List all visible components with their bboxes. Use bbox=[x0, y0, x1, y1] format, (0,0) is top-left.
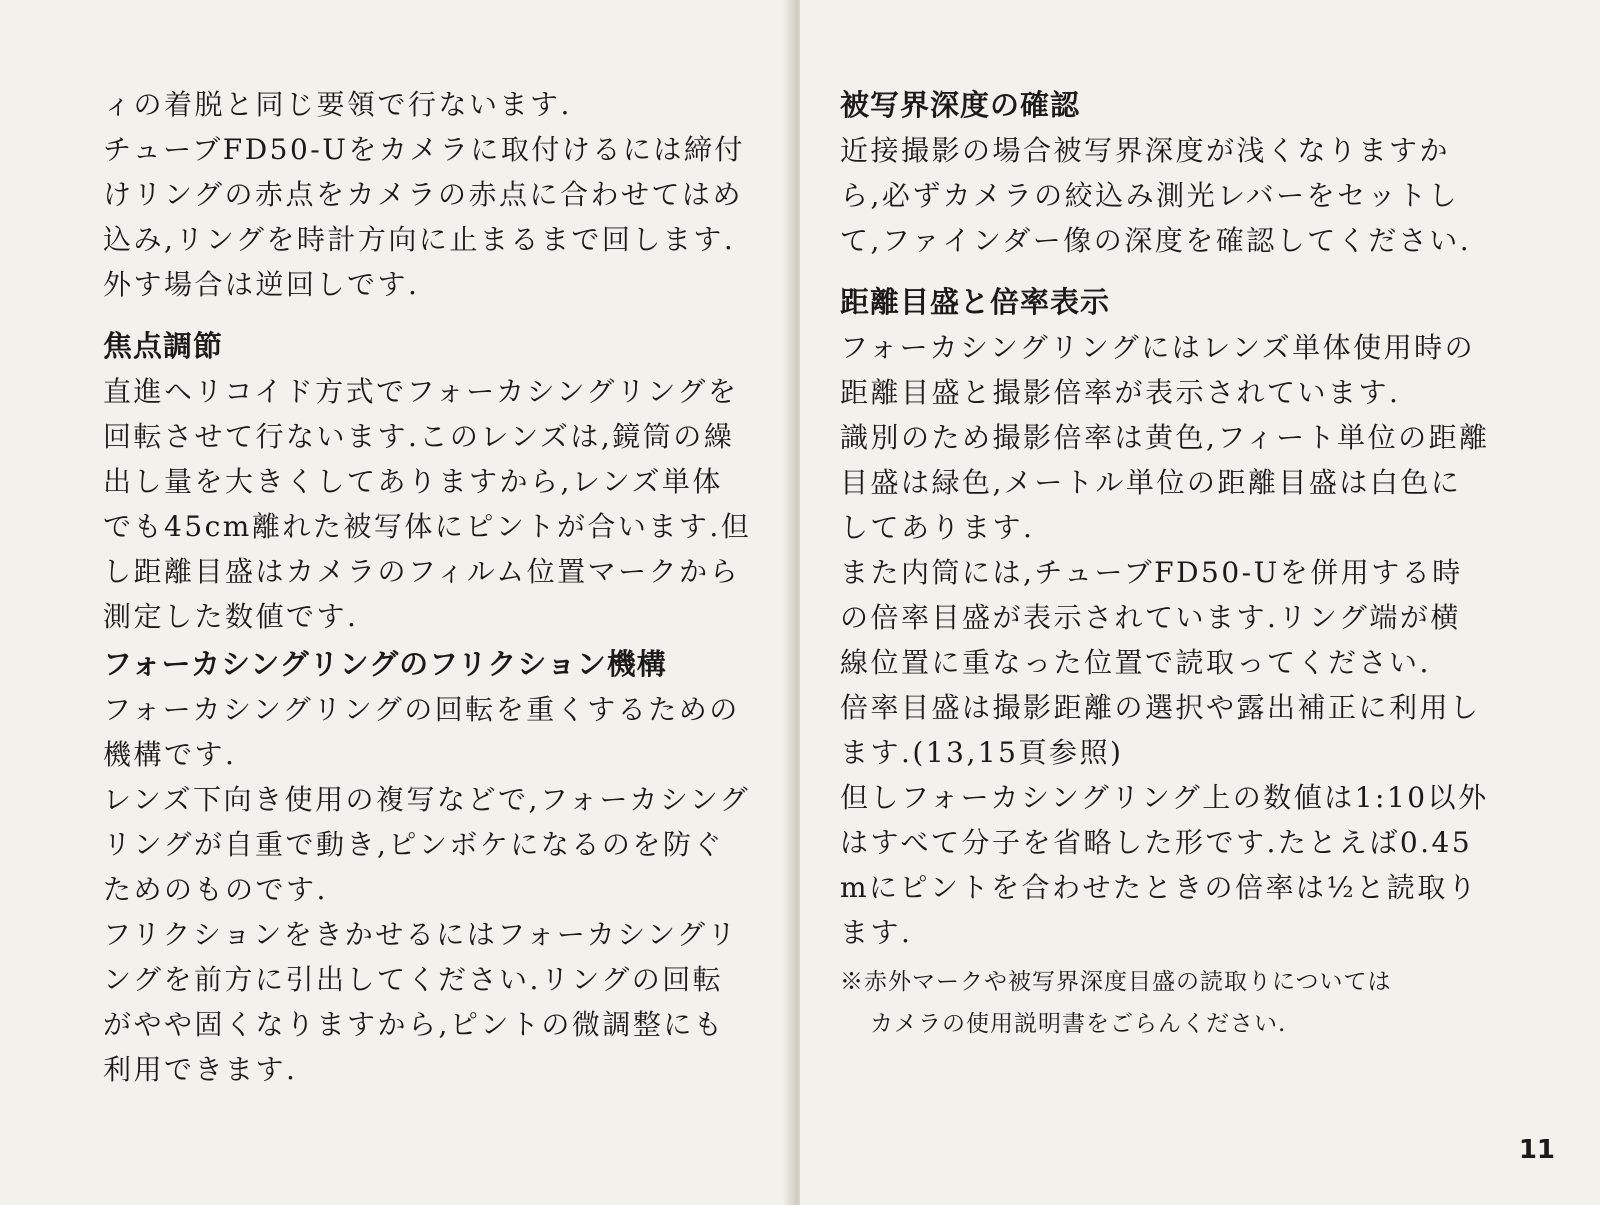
scale-heading: 距離目盛と倍率表示 bbox=[840, 285, 1111, 319]
page-number: 11 bbox=[1518, 1135, 1555, 1165]
right-column bbox=[840, 82, 1490, 1045]
depth-paragraph: 近接撮影の場合被写界深度が浅くなりますから,必ずカメラの絞込み測光レバーをセットして,ファインダー像の深度を確認してください. bbox=[840, 134, 1472, 257]
scale-paragraph-2: 識別のため撮影倍率は黄色,フィート単位の距離目盛は緑色,メートル単位の距離目盛は白色にしてあります. bbox=[840, 421, 1490, 544]
focus-paragraph: 直進ヘリコイド方式でフォーカシングリングを回転させて行ないます.このレンズは,鏡筒の繰出し量を大きくしてありますから,レンズ単体でも45cm離れた被写体にピントが合います.但し距離目盛はカメラのフィルム位置マークから測定した数値です. bbox=[103, 375, 752, 633]
right-page bbox=[800, 0, 1600, 1205]
scale-paragraph-3: また内筒には,チューブFD50-Uを併用する時の倍率目盛が表示されています.リング端が横線位置に重なった位置で読取ってください. bbox=[840, 556, 1463, 679]
footnote-line-2: カメラの使用説明書をごらんください. bbox=[870, 1011, 1287, 1037]
footnote-line-1: ※赤外マークや被写界深度目盛の読取りについては bbox=[840, 969, 1392, 995]
friction-paragraph-2: レンズ下向き使用の複写などで,フォーカシングリングが自重で動き,ピンボケになるのを防ぐためのものです. bbox=[103, 783, 751, 906]
intro-paragraph-1: ィの着脱と同じ要領で行ないます. bbox=[103, 88, 572, 121]
friction-paragraph-1: フォーカシングリングの回転を重くするための機構です. bbox=[103, 693, 740, 771]
scale-paragraph-4: 倍率目盛は撮影距離の選択や露出補正に利用します.(13,15頁参照) bbox=[840, 691, 1481, 769]
focus-heading: 焦点調節 bbox=[103, 329, 224, 363]
friction-paragraph-3: フリクションをきかせるにはフォーカシングリングを前方に引出してください.リングの回転がやや固くなりますから,ピントの微調整にも利用できます. bbox=[103, 918, 739, 1086]
left-column bbox=[103, 82, 753, 1092]
scale-paragraph-5: 但しフォーカシングリング上の数値は1:10以外はすべて分子を省略した形です.たとえば0.45mにピントを合わせたときの倍率は½と読取ります. bbox=[840, 781, 1489, 949]
left-page bbox=[0, 0, 790, 1205]
intro-paragraph-2: チューブFD50-Uをカメラに取付けるには締付けリングの赤点をカメラの赤点に合わせてはめ込み,リングを時計方向に止まるまで回します.外す場合は逆回しです. bbox=[103, 133, 745, 301]
depth-heading: 被写界深度の確認 bbox=[840, 88, 1081, 122]
scale-paragraph-1: フォーカシングリングにはレンズ単体使用時の距離目盛と撮影倍率が表示されています. bbox=[840, 331, 1476, 409]
friction-heading: フォーカシングリングのフリクション機構 bbox=[103, 647, 667, 681]
